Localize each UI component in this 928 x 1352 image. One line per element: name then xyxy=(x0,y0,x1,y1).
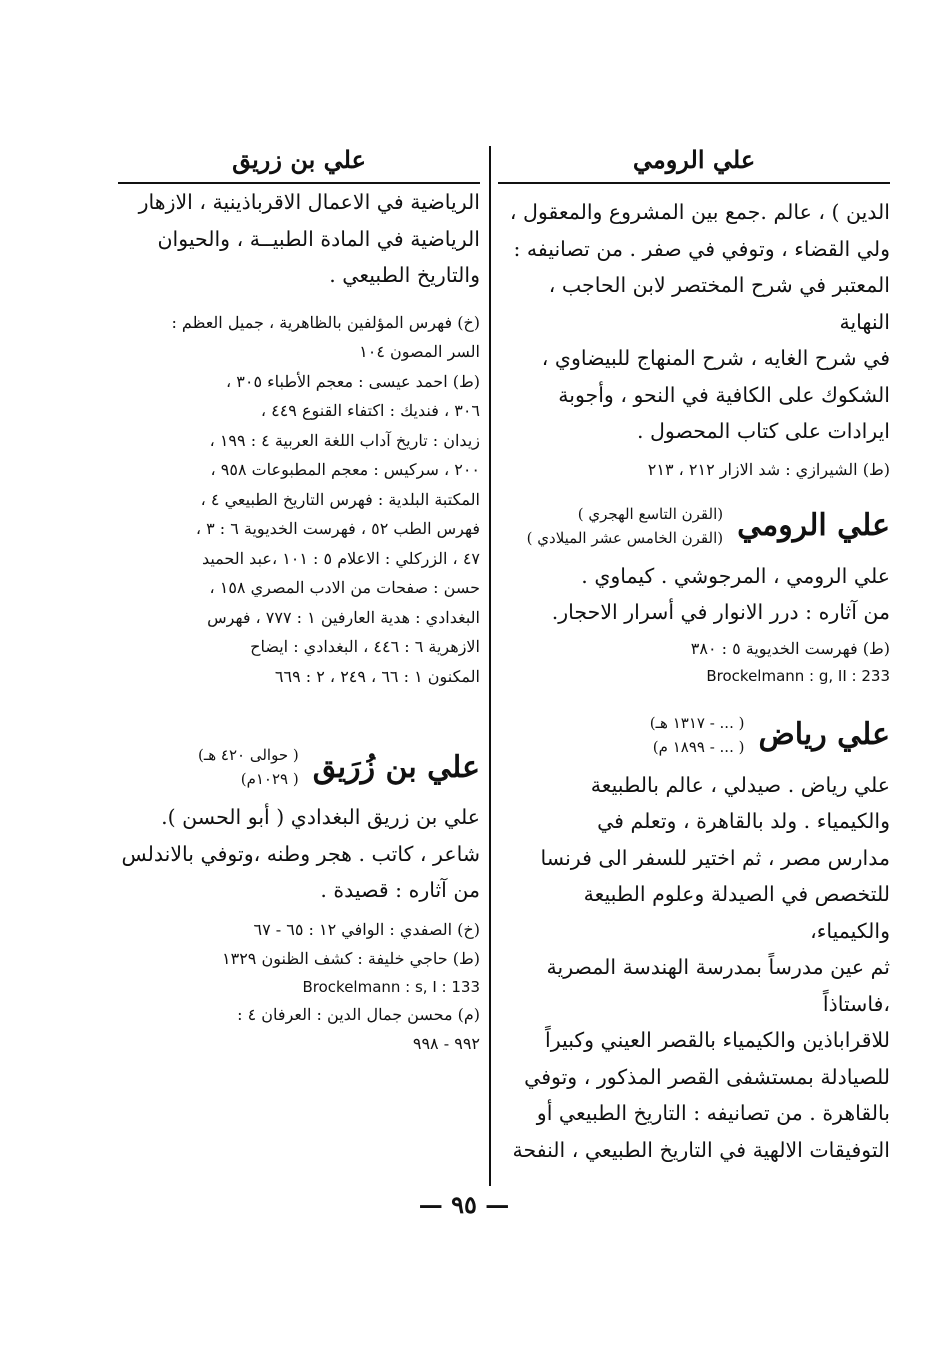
entry-dates xyxy=(198,743,299,791)
entry-continuation-text xyxy=(118,184,480,294)
entry-dates xyxy=(650,711,745,759)
text-line: الرياضية في المادة الطبيــة ، والحيوان xyxy=(157,226,480,251)
reference-line: (خ) الصفدي : الوافي ١٢ : ٦٥ - ٦٧ xyxy=(253,919,480,939)
text-line: المعتبر في شرح المختصر لابن الحاجب ، النهاية xyxy=(548,273,890,334)
reference-block-printed xyxy=(118,367,480,692)
text-line: علي رياض . صيدلي ، عالم بالطبيعة xyxy=(590,772,890,797)
text-line: بالقاهرة . من تصانيفه : التاريخ الطبيعي أو xyxy=(536,1101,890,1125)
entry-name: علي رياض xyxy=(758,717,890,752)
text-line: شاعر ، كاتب . هجر وطنه ،وتوفي بالاندلس xyxy=(121,841,480,866)
text-line: الرياضية في الاعمال الاقرباذينية ، الازهار xyxy=(138,190,480,214)
page-number: — ٩٥ — xyxy=(418,1190,510,1219)
text-line: من آثاره : درر الانوار في أسرار الاحجار. xyxy=(551,600,890,624)
reference-line: السر المصون ١٠٤ xyxy=(359,342,480,361)
text-line: علي الرومي ، المرجوشي . كيماوي . xyxy=(581,563,890,588)
reference-line: (ط) حاجي خليفة : كشف الظنون ١٣٢٩ xyxy=(222,949,480,968)
text-line: والتاريخ الطبيعي . xyxy=(329,263,480,287)
entry-name: علي الرومي xyxy=(737,508,890,543)
text-line: علي بن زريق البغدادي ( أبو الحسن ). xyxy=(161,805,480,829)
running-header-right: علي الرومي xyxy=(632,145,756,174)
entry-date-gregorian: ( ١٠٢٩م) xyxy=(240,770,299,788)
running-header-left: علي بن زريق xyxy=(232,145,366,174)
text-line: الدين ) ، عالم .جمع بين المشروع والمعقول ، xyxy=(509,200,890,224)
text-line: للتخصص في الصيدلة وعلوم الطبيعة والكيمياء، xyxy=(583,882,890,943)
entry-date-hijri: ( ... - ١٣١٧ هـ) xyxy=(649,713,745,732)
text-line: من آثاره : قصيدة . xyxy=(320,878,480,902)
entry-date-gregorian: (القرن الخامس عشر الميلادي ) xyxy=(526,528,724,547)
text-line: ثم عين مدرساً بمدرسة الهندسة المصرية ،فاستاذاً xyxy=(546,955,890,1016)
entry-heading-ali-riyad xyxy=(498,711,890,759)
text-line: في شرح الغايه ، شرح المنهاج للبيضاوي ، xyxy=(541,346,890,370)
reference-line: فهرس الطب ٥٢ ، فهرست الخديوية ٦ : ٣ ، xyxy=(195,519,480,538)
reference-latin: Brockelmann : s, I : 133 xyxy=(302,977,480,996)
entry-heading-ali-ibn-zuraiq xyxy=(118,743,480,791)
entry-date-gregorian: ( ... - ١٨٩٩ م) xyxy=(652,737,745,756)
reference-line: حسن : صفحات من الادب المصري ١٥٨ ، xyxy=(209,578,480,597)
text-line: للصيادلة بمستشفى القصر المذكور ، وتوفي xyxy=(524,1064,890,1089)
reference-line: البغدادي : هدية العارفين ١ : ٧٧٧ ، فهرس xyxy=(207,607,480,627)
right-column xyxy=(498,140,890,1168)
reference-line: المكنون ١ : ٦٦ ، ٢٤٩ ، ٢ : ٦٦٩ xyxy=(274,666,480,686)
text-line: ولي القضاء ، وتوفي في صفر . من تصانيفه : xyxy=(513,236,890,261)
reference-latin: Brockelmann : g, II : 233 xyxy=(706,666,890,685)
entry-ali-rumi-1-text xyxy=(498,194,890,450)
reference-block-manuscripts xyxy=(118,308,480,367)
reference-line: ٢٠٠ ، سركيس : معجم المطبوعات ٩٥٨ ، xyxy=(210,460,480,479)
entry-ali-riyad-text xyxy=(498,767,890,1169)
reference-line: ٩٩٢ - ٩٩٨ xyxy=(412,1034,480,1053)
reference-line: ٣٠٦ ، فنديك : اكتفاء القنوع ٤٤٩ ، xyxy=(260,401,480,420)
reference-line: (م) محسن جمال الدين : العرفان ٤ : xyxy=(237,1004,480,1024)
column-divider xyxy=(489,146,491,1186)
entry-name: علي بن زُرَيق xyxy=(312,749,480,785)
reference-line: (ط) الشيرازي : شد الازار ٢١٢ ، ٢١٣ xyxy=(647,459,890,479)
text-line: الشكوك على الكافية في النحو ، وأجوبة xyxy=(558,382,890,407)
reference-line: (ط) فهرست الخديوية ٥ : ٣٨٠ xyxy=(690,638,890,658)
text-line: للاقراباذين والكيمياء بالقصر العيني وكبيراً xyxy=(545,1028,890,1052)
left-column xyxy=(118,140,480,1059)
text-line: والكيمياء . ولد بالقاهرة ، وتعلم في xyxy=(597,809,890,833)
reference-line: المكتبة البلدية : فهرس التاريخ الطبيعي ٤ ، xyxy=(200,489,480,509)
reference-line: زيدان : تاريخ آداب اللغة العربية ٤ : ١٩٩ ، xyxy=(209,430,480,450)
text-line: التوفيقات الالهية في التاريخ الطبيعي ، النفحة xyxy=(512,1137,890,1162)
entry-dates xyxy=(527,502,723,550)
entry-date-hijri: (القرن التاسع الهجري ) xyxy=(577,504,724,523)
reference-line: الازهرية ٦ : ٤٤٦ ، البغدادي : ايضاح xyxy=(250,637,480,656)
entry-heading-ali-rumi xyxy=(498,502,890,550)
text-line: مدارس مصر ، ثم اختير للسفر الى فرنسا xyxy=(540,845,890,870)
text-line: ايرادات على كتاب المحصول . xyxy=(637,419,890,443)
reference-line: (ط) احمد عيسى : معجم الأطباء ٣٠٥ ، xyxy=(226,371,480,391)
reference-line: (خ) فهرس المؤلفين بالظاهرية ، جميل العظم : xyxy=(171,312,480,332)
entry-date-hijri: ( حوالى ٤٢٠ هـ) xyxy=(197,746,299,764)
entry-ali-ibn-zuraiq-text xyxy=(118,799,480,909)
reference-line: ٤٧ ، الزركلي : الاعلام ٥ : ١٠١ ،عبد الحميد xyxy=(201,548,480,568)
